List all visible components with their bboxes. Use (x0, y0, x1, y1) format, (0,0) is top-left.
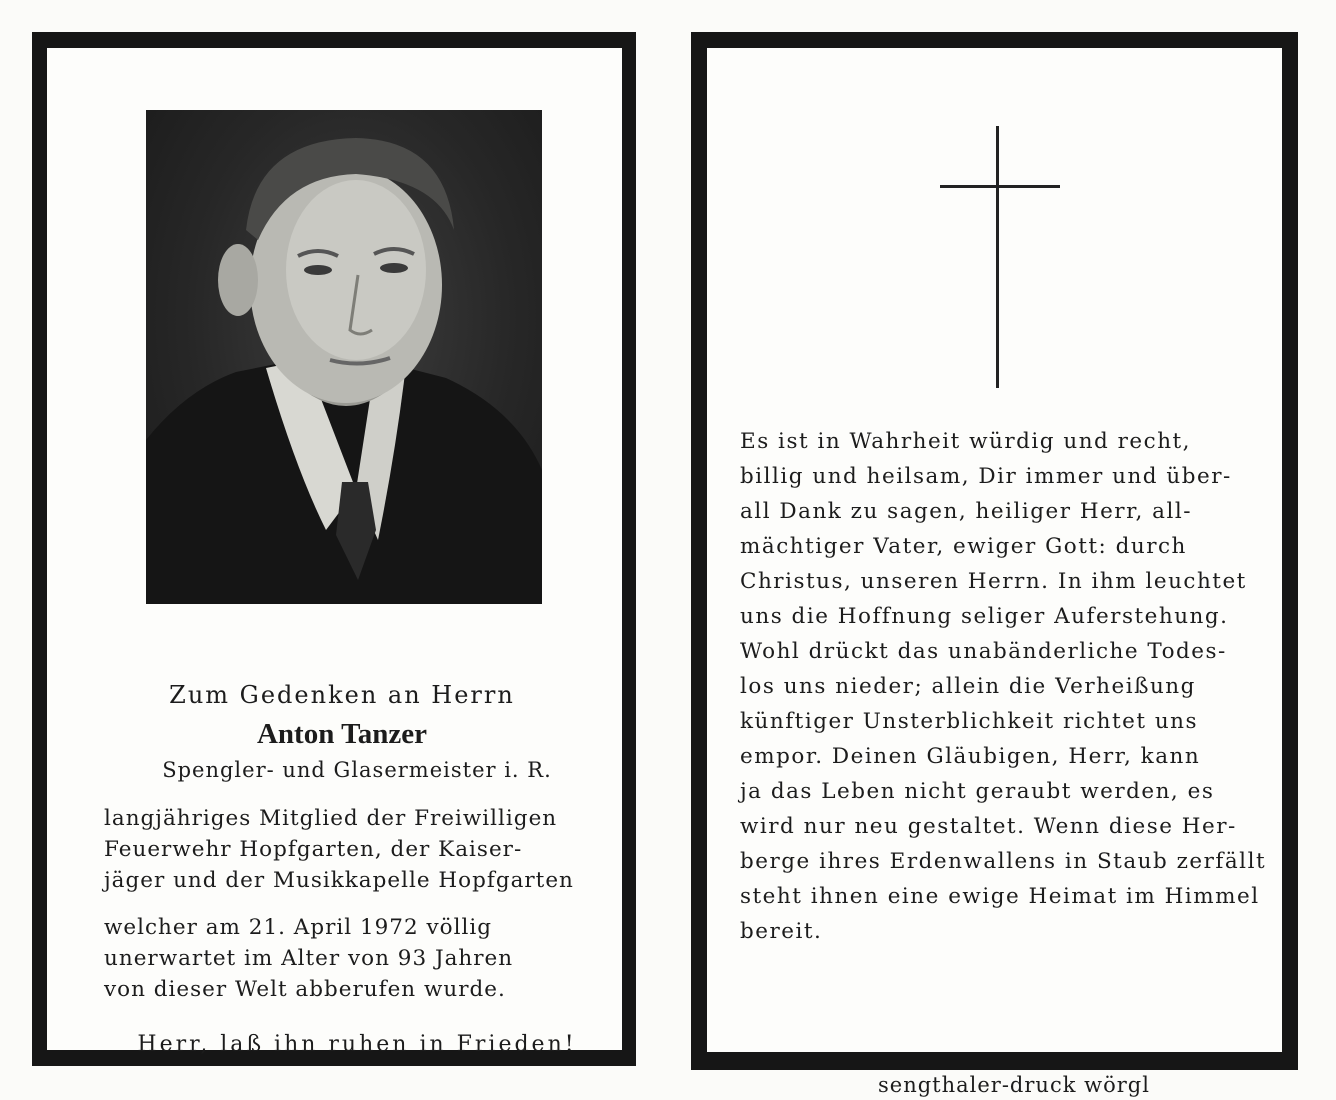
death-paragraph (104, 912, 513, 1005)
prayer-line: wird nur neu gestaltet. Wenn diese Her- (740, 814, 1237, 839)
portrait-photo (146, 110, 542, 604)
memorial-card-back (691, 32, 1298, 1070)
prayer-line: steht ihnen eine ewige Heimat im Himmel (740, 884, 1260, 909)
prayer-line: all Dank zu sagen, heiliger Herr, all- (740, 499, 1192, 524)
printer-credit: sengthaler-druck wörgl (878, 1073, 1150, 1097)
membership-line: Feuerwehr Hopfgarten, der Kaiser- (104, 837, 523, 862)
prayer-paragraph (740, 424, 1266, 949)
prayer-line: los uns nieder; allein die Verheißung (740, 674, 1196, 699)
membership-line: jäger und der Musikkapelle Hopfgarten (104, 868, 574, 893)
membership-paragraph (104, 803, 574, 896)
prayer-line: mächtiger Vater, ewiger Gott: durch (740, 534, 1187, 559)
prayer-line: bereit. (740, 919, 823, 944)
closing-prayer: Herr, laß ihn ruhen in Frieden! (137, 1032, 577, 1057)
death-line: von dieser Welt abberufen wurde. (104, 977, 506, 1002)
prayer-line: Es ist in Wahrheit würdig und recht, (740, 429, 1192, 454)
prayer-line: Wohl drückt das unabänderliche Todes- (740, 639, 1227, 664)
memorial-card-front (32, 32, 636, 1066)
prayer-line: Christus, unseren Herrn. In ihm leuchtet (740, 569, 1247, 594)
prayer-line: berge ihres Erdenwallens in Staub zerfällt (740, 849, 1267, 874)
prayer-line: billig und heilsam, Dir immer und über- (740, 464, 1232, 489)
death-line: welcher am 21. April 1972 völlig (104, 915, 492, 940)
portrait-illustration (146, 110, 542, 604)
latin-cross-icon (939, 124, 1061, 390)
memorial-heading: Zum Gedenken an Herrn (169, 681, 515, 709)
prayer-line: empor. Deinen Gläubigen, Herr, kann (740, 744, 1201, 769)
death-line: unerwartet im Alter von 93 Jahren (104, 946, 514, 971)
prayer-line: uns die Hoffnung seliger Auferstehung. (740, 604, 1229, 629)
membership-line: langjähriges Mitglied der Freiwilligen (104, 806, 558, 831)
prayer-line: künftiger Unsterblichkeit richtet uns (740, 709, 1199, 734)
deceased-name: Anton Tanzer (256, 718, 427, 750)
prayer-line: ja das Leben nicht geraubt werden, es (740, 779, 1215, 804)
deceased-profession: Spengler- und Glasermeister i. R. (162, 758, 552, 782)
